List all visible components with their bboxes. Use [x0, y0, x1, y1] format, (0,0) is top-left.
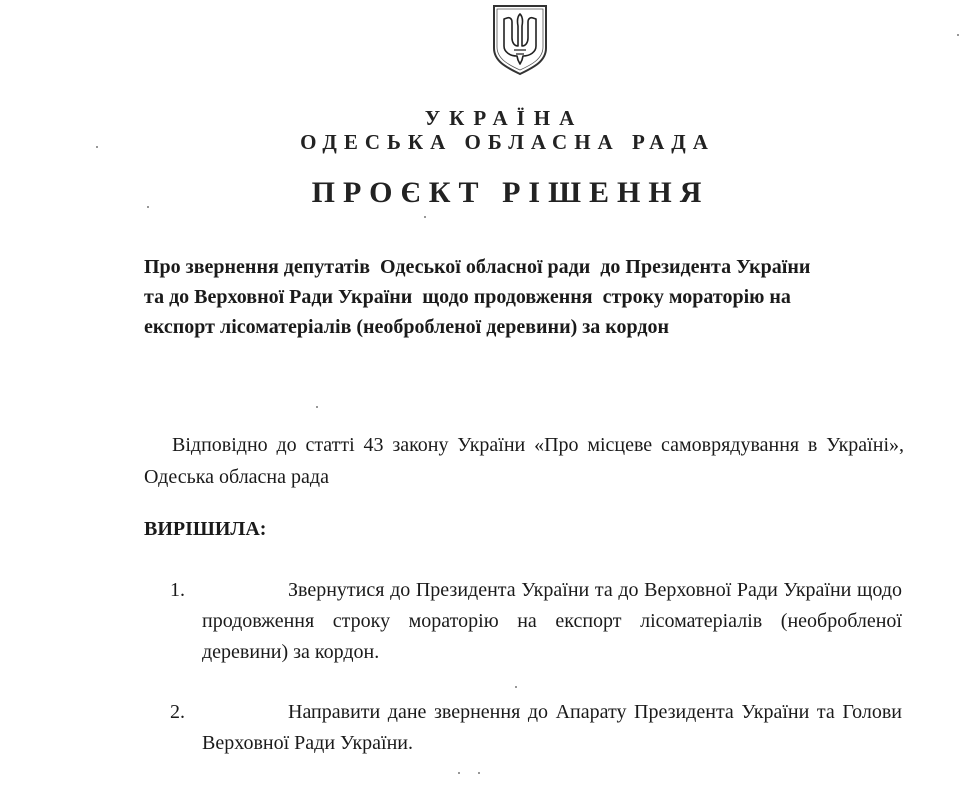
scan-speck — [515, 686, 517, 688]
country-heading: УКРАЇНА — [424, 106, 584, 130]
scan-speck — [957, 34, 959, 36]
trident-coat-of-arms-icon — [490, 2, 550, 76]
item-text: Направити дане звернення до Апарату Президента України та Голови Верховної Ради України. — [202, 701, 902, 754]
item-number: 2. — [170, 701, 185, 723]
preamble-paragraph: Відповідно до статті 43 закону України «Про місцеве самоврядування в Україні», Одеська обласна рада — [144, 434, 904, 488]
scan-speck — [478, 772, 480, 774]
list-item — [170, 697, 902, 759]
document-type-title: ПРОЄКТ РІШЕННЯ — [311, 176, 710, 209]
scan-speck — [96, 146, 98, 148]
council-heading: ОДЕСЬКА ОБЛАСНА РАДА — [300, 130, 715, 154]
resolved-label: ВИРІШИЛА: — [144, 518, 267, 540]
item-text: Звернутися до Президента України та до Верховної Ради України щодо продовження строку мораторію на експорт лісоматеріалів (необробленої деревини) за кордон. — [202, 579, 902, 663]
scan-speck — [316, 406, 318, 408]
scan-speck — [424, 216, 426, 218]
subject-line: експорт лісоматеріалів (необробленої деревини) за кордон — [144, 316, 670, 338]
scan-speck — [458, 772, 460, 774]
list-item — [170, 575, 902, 668]
scan-speck — [147, 206, 149, 208]
item-number: 1. — [170, 579, 185, 601]
subject-line: та до Верховної Ради України щодо продовження строку мораторію на — [144, 286, 791, 308]
decision-subject — [144, 252, 902, 342]
subject-line: Про звернення депутатів Одеської обласної ради до Президента України — [144, 256, 811, 278]
